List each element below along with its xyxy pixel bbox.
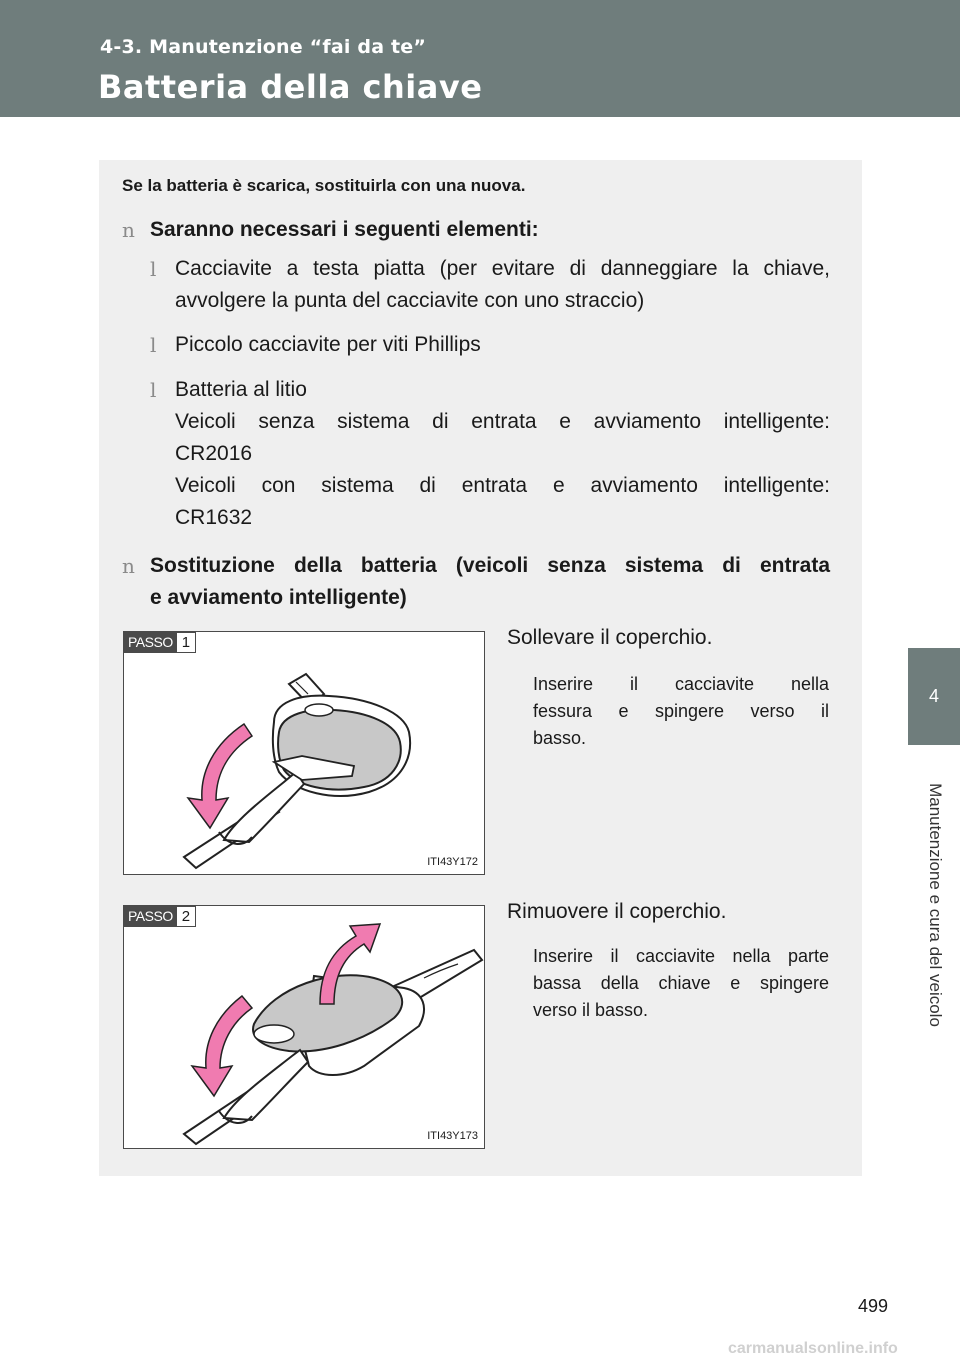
bullet-marker: l [150, 333, 157, 357]
bullet-marker: l [150, 378, 157, 402]
list-item: l Piccolo cacciavite per viti Phillips [150, 329, 830, 361]
step-badge: PASSO 1 [124, 632, 196, 653]
section-title: 4-3. Manutenzione “fai da te” [100, 36, 427, 58]
section-heading-tools: n Saranno necessari i seguenti elementi: [122, 214, 830, 246]
intro-text: Se la batteria è scarica, sostituirla con una nuova. [122, 176, 526, 195]
list-item: l Cacciavite a testa piatta (per evitare di danneggiare la chiave, avvolgere la punta del cacciavite con uno straccio) [150, 253, 830, 317]
bullet-marker: l [150, 257, 157, 281]
key-lift-illustration [124, 632, 485, 875]
step1-description: Inserire il cacciavite nella fessura e spingere verso il basso. [533, 674, 829, 748]
step1-figure [123, 631, 485, 875]
page-number: 499 [858, 1296, 889, 1316]
step2-description: Inserire il cacciavite nella parte bassa della chiave e spingere verso il basso. [533, 946, 829, 1020]
page-title: Batteria della chiave [98, 68, 483, 106]
step2-figure [123, 905, 485, 1149]
watermark: carmanualsonline.info [728, 1340, 898, 1357]
section-marker: n [122, 218, 135, 242]
section-marker: n [122, 554, 135, 578]
section-heading-replacement: n Sostituzione della batteria (veicoli senza sistema di entrata e avviamento intelligente) [122, 550, 830, 614]
chapter-tab[interactable]: 4 [908, 648, 960, 745]
step-badge: PASSO 2 [124, 906, 196, 927]
chapter-label: Manutenzione e cura del veicolo [926, 783, 946, 1027]
figure-code: ITI43Y173 [427, 1130, 478, 1142]
list-item: l Batteria al litio Veicoli senza sistema di entrata e avviamento intelligente: CR2016 Veicoli con sistema di entrata e avviamento intelligente: CR1632 [150, 374, 830, 534]
key-cover-removal-illustration [124, 906, 485, 1149]
figure-code: ITI43Y172 [427, 856, 478, 868]
page-header [0, 0, 960, 117]
step1-title: Sollevare il coperchio. [507, 626, 713, 649]
step2-title: Rimuovere il coperchio. [507, 900, 727, 923]
